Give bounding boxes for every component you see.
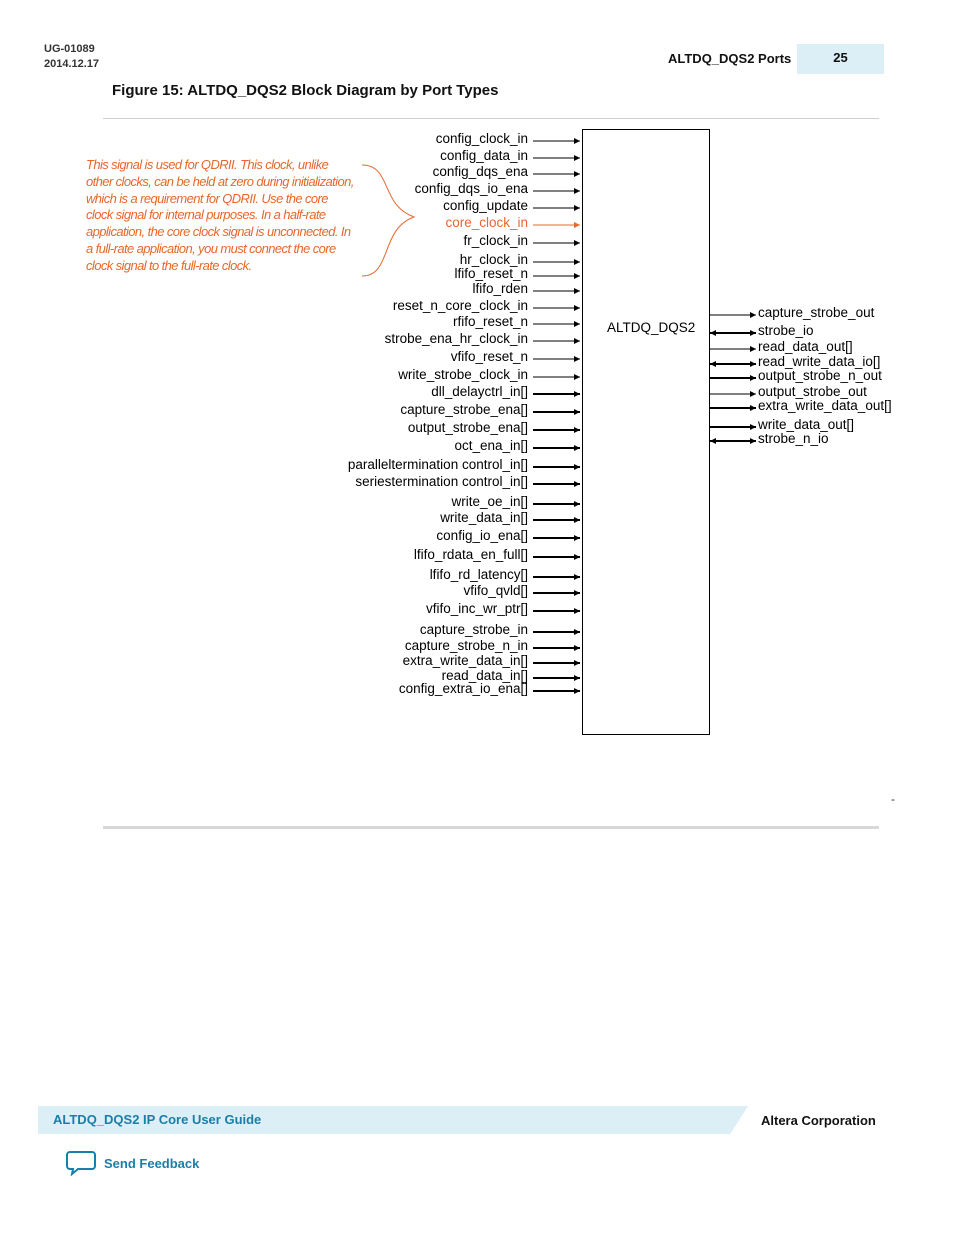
input-port-label: write_data_in[] [440,510,528,525]
input-port [472,281,580,296]
input-port [445,215,580,230]
output-port-label: read_data_out[] [758,339,853,354]
output-port-label: write_data_out[] [758,417,855,432]
input-port-label: core_clock_in [445,215,528,230]
output-port [710,323,814,338]
input-port-label: lfifo_rden [472,281,528,296]
output-port-label: read_write_data_io[] [758,354,881,369]
input-port-label: seriestermination control_in[] [355,474,528,489]
input-port-label: fr_clock_in [463,233,528,248]
note-line: clock signal for internal purposes. In a half-rate [86,207,326,223]
input-port-label: write_oe_in[] [451,494,528,509]
input-port [463,583,580,598]
output-port-label: strobe_io [758,323,814,338]
input-port-label: reset_n_core_clock_in [392,298,528,313]
input-port [450,494,580,509]
input-port [430,567,580,582]
output-ports [710,305,892,446]
input-port [454,438,580,453]
note-line: a full-rate application, you must connect the core [86,240,336,256]
input-port-label: capture_strobe_in [419,622,528,637]
input-port [453,314,580,329]
input-port-label: strobe_ena_hr_clock_in [384,331,528,346]
figure-bottom-rule [103,826,879,829]
input-port [463,233,580,248]
input-port-label: config_update [443,198,528,213]
input-port [436,528,580,543]
note-line: clock signal to the full-rate clock. [86,257,252,273]
input-port [403,653,580,668]
speech-bubble-icon [66,1150,96,1176]
input-port-label: config_data_in [440,148,528,163]
footer-company: Altera Corporation [761,1113,876,1128]
output-port [710,339,853,354]
input-port [439,510,580,525]
input-port-label: paralleltermination control_in[] [347,457,528,472]
note-brace [362,165,414,276]
input-port [400,402,580,417]
input-port-label: read_data_in[] [441,668,528,683]
output-port-label: extra_write_data_out[] [758,398,892,413]
input-port-label: vfifo_reset_n [450,349,528,364]
document-id: UG-01089 [44,43,95,55]
input-port [436,131,580,146]
input-port-label: config_dqs_ena [432,164,528,179]
input-port-label: config_dqs_io_ena [414,181,528,196]
input-port-label: write_strobe_clock_in [398,367,528,382]
send-feedback-link[interactable] [66,1150,199,1176]
input-port-label: lfifo_rd_latency[] [429,567,528,582]
input-port [451,349,580,364]
input-port [426,601,580,616]
footer-guide-title[interactable]: ALTDQ_DQS2 IP Core User Guide [53,1112,262,1127]
figure-title: Figure 15: ALTDQ_DQS2 Block Diagram by Port Types [112,82,499,99]
input-port-label: vfifo_inc_wr_ptr[] [425,601,528,616]
output-port [710,398,892,413]
output-port [710,368,882,383]
input-port [443,198,580,213]
altdq-dqs2-block [583,130,710,735]
input-port [420,622,580,637]
input-port [405,638,580,653]
note-line: application, the core clock signal is unconnected. In [86,224,351,240]
output-port [710,354,880,369]
input-port [433,164,580,179]
input-port-label: capture_strobe_n_in [404,638,528,653]
output-port-label: output_strobe_n_out [758,368,882,383]
output-port [710,384,867,399]
output-port-label: capture_strobe_out [758,305,875,320]
output-port-label: strobe_n_io [758,431,829,446]
output-port-label: output_strobe_out [758,384,867,399]
input-port-label: rfifo_reset_n [452,314,528,329]
note-line: other clocks, can be held at zero during initialization, [86,173,354,189]
input-port-label: hr_clock_in [459,252,528,267]
input-port-label: config_io_ena[] [436,528,528,543]
input-port-label: capture_strobe_ena[] [400,402,528,417]
note-line: This signal is used for QDRII. This clock, unlike [86,157,329,172]
block-label: ALTDQ_DQS2 [607,320,696,335]
document-date: 2014.12.17 [44,58,100,70]
input-port [348,457,580,472]
input-port [397,367,580,382]
input-port-label: config_extra_io_ena[] [398,681,528,696]
input-port [431,384,580,399]
input-port-label: lfifo_rdata_en_full[] [413,547,528,562]
input-port [454,266,580,281]
input-port [355,474,580,489]
input-port-label: oct_ena_in[] [454,438,528,453]
input-ports [348,131,580,696]
section-title: ALTDQ_DQS2 Ports [668,51,792,66]
input-port [415,181,580,196]
input-port [460,252,580,267]
input-port-label: vfifo_qvld[] [463,583,528,598]
input-port [393,298,580,313]
input-port-label: config_clock_in [435,131,528,146]
input-port-label: extra_write_data_in[] [402,653,528,668]
output-port [710,417,854,432]
send-feedback-label: Send Feedback [104,1155,200,1171]
input-port [440,148,580,163]
page-number: 25 [797,44,884,74]
output-port [710,305,875,320]
output-port [710,431,829,446]
note-line: which is a requirement for QDRII. Use the core [86,190,328,206]
input-port-label: output_strobe_ena[] [407,420,528,435]
input-port [385,331,580,346]
input-port-label: lfifo_reset_n [454,266,528,281]
input-port-label: dll_delayctrl_in[] [431,384,528,399]
stray-mark: - [891,792,895,806]
input-port [399,681,580,696]
input-port [408,420,580,435]
input-port [414,547,580,562]
